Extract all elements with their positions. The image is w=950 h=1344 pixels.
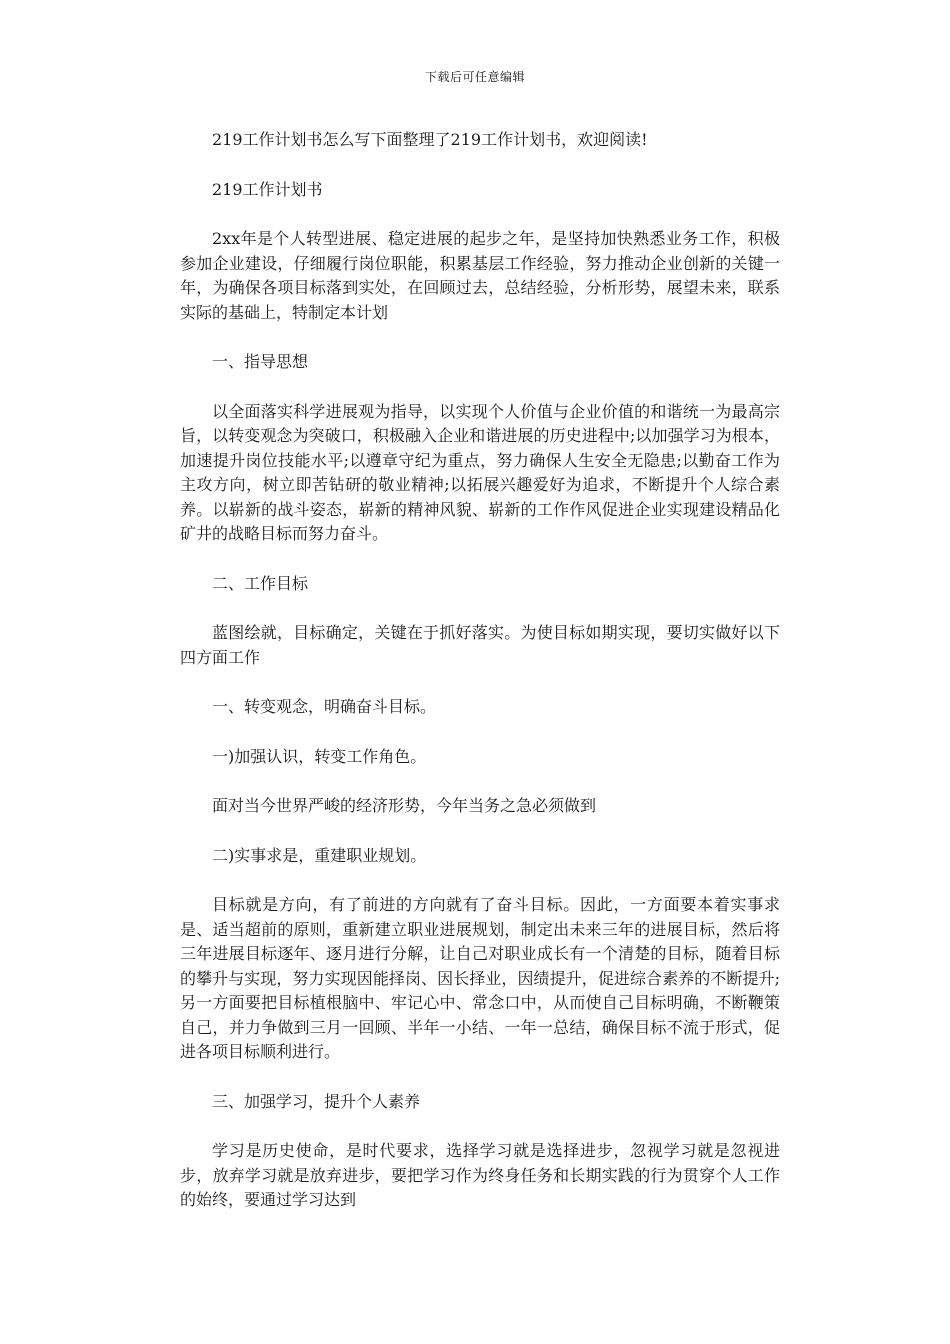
body-paragraph: 目标就是方向，有了前进的方向就有了奋斗目标。因此，一方面要本着实事求是、适当超前的原则，重新建立职业进展规划，制定出未来三年的进展目标，然后将三年进展目标逐年、逐月进行分解，让自己对职业成长有一个清楚的目标，随着目标的攀升与实现，努力实现因能择岗、因长择业，因绩提升，促进综合素养的不断提升;另一方面要把目标植根脑中、牢记心中、常念口中，从而使自己目标明确，不断鞭策自己，并力争做到三月一回顾、半年一小结、一年一总结，确保目标不流于形式，促进各项目标顺利进行。: [180, 895, 780, 1061]
document-title: 219工作计划书: [212, 179, 323, 199]
section-heading: 一、指导思想: [212, 352, 309, 371]
body-paragraph: 2xx年是个人转型进展、稳定进展的起步之年，是坚持加快熟悉业务工作，积极参加企业建设，仔细履行岗位职能，积累基层工作经验，努力推动企业创新的关键一年，为确保各项目标落到实处，在回顾过去，总结经验，分析形势，展望未来，联系实际的基础上，特制定本计划: [180, 229, 780, 322]
section-heading: 三、加强学习，提升个人素养: [212, 1091, 421, 1111]
body-paragraph: 学习是历史使命，是时代要求，选择学习就是选择进步，忽视学习就是忽视进步，放弃学习就是放弃进步，要把学习作为终身任务和长期实践的行为贯穿个人工作的始终，要通过学习达到: [180, 1141, 780, 1209]
section-heading: 二、工作目标: [212, 573, 309, 593]
subsection-heading: 二)实事求是，重建职业规划。: [212, 845, 427, 865]
intro-paragraph: 219工作计划书怎么写下面整理了219工作计划书，欢迎阅读!: [212, 130, 648, 149]
body-paragraph: 蓝图绘就，目标确定，关键在于抓好落实。为使目标如期实现，要切实做好以下四方面工作: [180, 623, 780, 667]
subsection-heading: 一、转变观念，明确奋斗目标。: [212, 697, 437, 716]
page-header: 下载后可任意编辑: [424, 70, 525, 84]
body-paragraph: 面对当今世界严峻的经济形势，今年当务之急必须做到: [212, 796, 597, 815]
document-body: [180, 128, 780, 1238]
subsection-heading: 一)加强认识，转变工作角色。: [212, 746, 427, 766]
body-paragraph: 以全面落实科学进展观为指导，以实现个人价值与企业价值的和谐统一为最高宗旨，以转变观念为突破口，积极融入企业和谐进展的历史进程中;以加强学习为根本，加速提升岗位技能水平;以遵章守纪为重点，努力确保人生安全无隐患;以勤奋工作为主攻方向，树立即苦钻研的敬业精神;以拓展兴趣爱好为追求，不断提升个人综合素养。以崭新的战斗姿态，崭新的精神风貌、崭新的工作作风促进企业实现建设精品化矿井的战略目标而努力奋斗。: [180, 401, 780, 543]
